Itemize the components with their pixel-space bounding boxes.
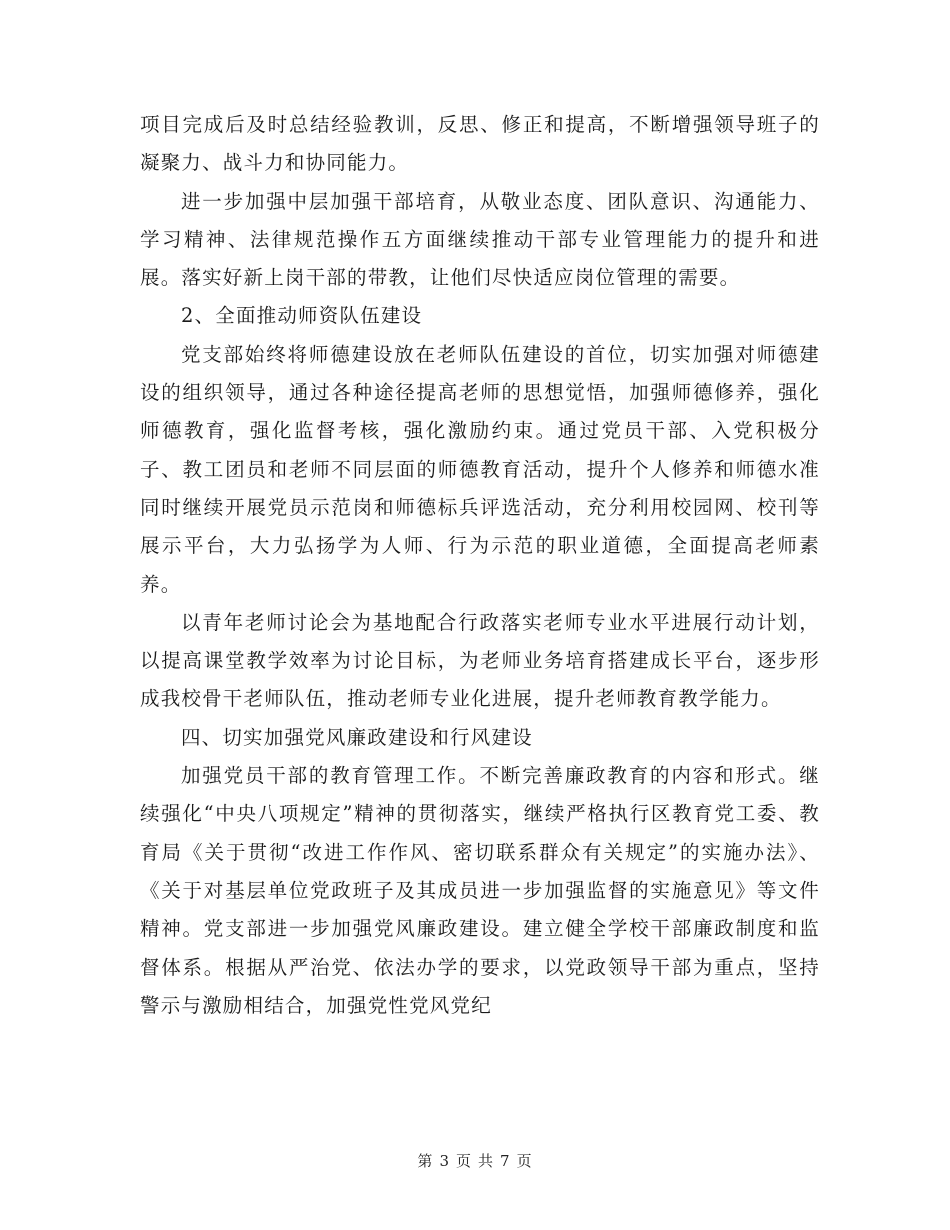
footer-page-word: 页 (455, 1152, 472, 1170)
section-heading-teacher-team: 2、全面推动师资队伍建设 (180, 304, 423, 328)
paragraph-young-teachers: 以青年老师讨论会为基地配合行政落实老师专业水平进展行动计划，以提高课堂教学效率为讨论目标，为老师业务培育搭建成长平台，逐步形成我校骨干老师队伍，推动老师专业化进展，提升老师教育教学能力。 (140, 610, 820, 711)
paragraph-cadre-training: 进一步加强中层加强干部培育，从敬业态度、团队意识、沟通能力、学习精神、法律规范操作五方面继续推动干部专业管理能力的提升和进展。落实好新上岗干部的带教，让他们尽快适应岗位管理的需要。 (140, 189, 820, 290)
footer-total-pages: 7 (500, 1152, 511, 1170)
document-body (140, 106, 820, 1025)
footer-current-page: 3 (439, 1152, 450, 1170)
footer-suffix: 页 (516, 1152, 533, 1170)
section-heading-integrity: 四、切实加强党风廉政建设和行风建设 (180, 725, 533, 749)
footer-total-label: 共 (478, 1152, 495, 1170)
paragraph-continuation: 项目完成后及时总结经验教训，反思、修正和提高，不断增强领导班子的凝聚力、战斗力和协同能力。 (140, 113, 820, 175)
paragraph-teacher-ethics: 党支部始终将师德建设放在老师队伍建设的首位，切实加强对师德建设的组织领导，通过各种途径提高老师的思想觉悟，加强师德修养，强化师德教育，强化监督考核，强化激励约束。通过党员干部、入党积极分子、教工团员和老师不同层面的师德教育活动，提升个人修养和师德水准同时继续开展党员示范岗和师德标兵评选活动，充分利用校园网、校刊等展示平台，大力弘扬学为人师、行为示范的职业道德，全面提高老师素养。 (140, 342, 820, 596)
footer-prefix: 第 (417, 1152, 434, 1170)
paragraph-party-education: 加强党员干部的教育管理工作。不断完善廉政教育的内容和形式。继续强化“中央八项规定”精神的贯彻落实，继续严格执行区教育党工委、教育局《关于贯彻“改进工作作风、密切联系群众有关规定”的实施办法》、《关于对基层单位党政班子及其成员进一步加强监督的实施意见》等文件精神。党支部进一步加强党风廉政建设。建立健全学校干部廉政制度和监督体系。根据从严治党、依法办学的要求，以党政领导干部为重点，坚持警示与激励相结合，加强党性党风党纪 (140, 764, 820, 1017)
page-footer (0, 1150, 950, 1171)
